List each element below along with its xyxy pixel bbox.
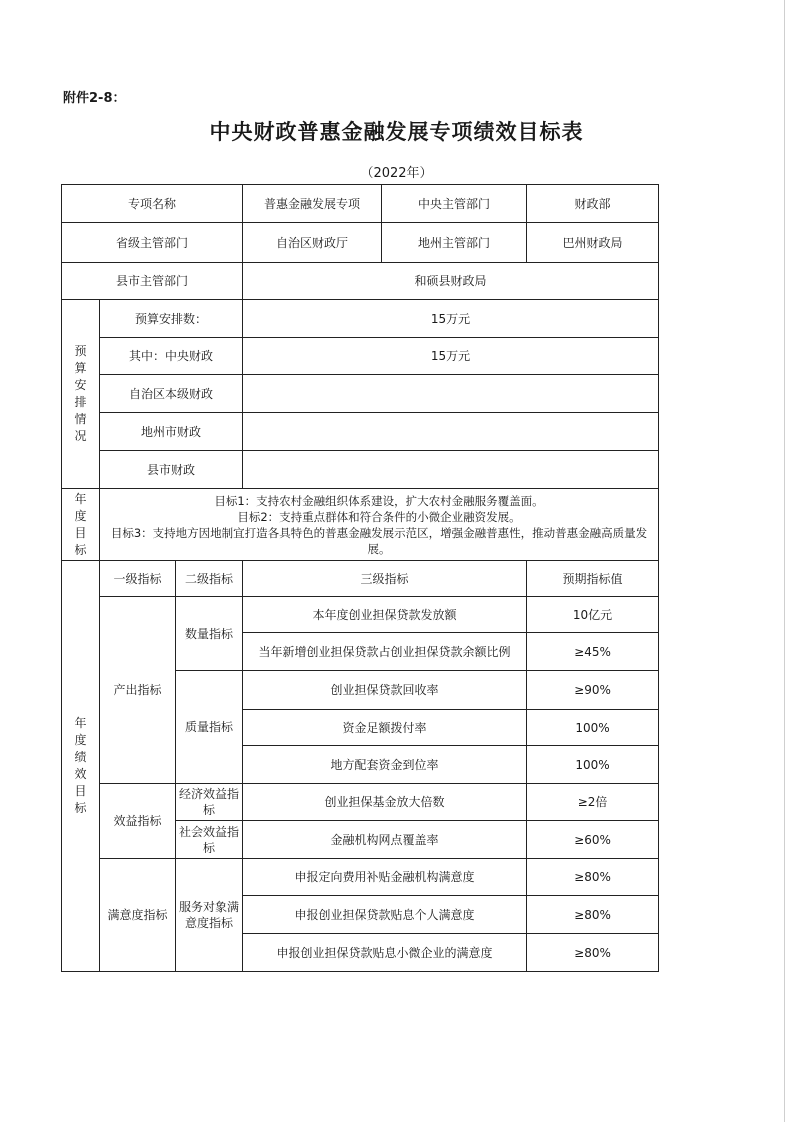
indicator-value: ≥2倍: [527, 784, 659, 821]
budget-total-label: 预算安排数：: [100, 300, 243, 338]
col-level2-header: 二级指标: [176, 561, 243, 597]
budget-row: [62, 413, 659, 451]
indicator-name: 创业担保贷款回收率: [243, 671, 527, 710]
pref-dept-value: 巴州财政局: [527, 223, 659, 263]
budget-section-label: 预算安排情况: [62, 300, 100, 489]
quantity-indicator-label: 数量指标: [176, 597, 243, 671]
attachment-number: 附件2-8：: [63, 91, 126, 106]
indicator-row: [62, 784, 659, 821]
budget-county-value: [243, 451, 659, 489]
indicator-name: 申报创业担保贷款贴息小微企业的满意度: [243, 934, 527, 972]
document-title: 中央财政普惠金融发展专项绩效目标表: [209, 120, 584, 144]
quality-indicator-label: 质量指标: [176, 671, 243, 784]
central-dept-label: 中央主管部门: [382, 185, 527, 223]
budget-region-value: [243, 375, 659, 413]
col-level3-header: 三级指标: [243, 561, 527, 597]
special-name-value: 普惠金融发展专项: [243, 185, 382, 223]
indicator-value: ≥90%: [527, 671, 659, 710]
indicator-name: 本年度创业担保贷款发放额: [243, 597, 527, 633]
performance-target-table: [61, 184, 659, 972]
indicator-name: 申报定向费用补贴金融机构满意度: [243, 859, 527, 896]
indicator-value: ≥80%: [527, 859, 659, 896]
indicator-value: ≥80%: [527, 896, 659, 934]
budget-row: [62, 451, 659, 489]
budget-total-value: 15万元: [243, 300, 659, 338]
prov-dept-label: 省级主管部门: [62, 223, 243, 263]
special-name-label: 专项名称: [62, 185, 243, 223]
budget-county-label: 县市财政: [100, 451, 243, 489]
indicator-value: 10亿元: [527, 597, 659, 633]
annual-goal-line: 目标1：支持农村金融组织体系建设，扩大农村金融服务覆盖面。: [214, 493, 544, 508]
annual-goal-line: 目标2：支持重点群体和符合条件的小微企业融资发展。: [237, 509, 521, 524]
budget-central-value: 15万元: [243, 338, 659, 375]
info-row: [62, 223, 659, 263]
county-dept-label: 县市主管部门: [62, 263, 243, 300]
budget-pref-value: [243, 413, 659, 451]
satisfaction-indicator-label: 满意度指标: [100, 859, 176, 972]
pref-dept-label: 地州主管部门: [382, 223, 527, 263]
indicator-row: [62, 859, 659, 896]
budget-row: [62, 338, 659, 375]
county-dept-value: 和硕县财政局: [243, 263, 659, 300]
budget-central-label: 其中：中央财政: [100, 338, 243, 375]
budget-row: [62, 375, 659, 413]
output-indicator-label: 产出指标: [100, 597, 176, 784]
indicator-name: 创业担保基金放大倍数: [243, 784, 527, 821]
indicator-name: 当年新增创业担保贷款占创业担保贷款余额比例: [243, 633, 527, 671]
performance-header-row: [62, 561, 659, 597]
indicator-value: ≥45%: [527, 633, 659, 671]
indicator-value: 100%: [527, 746, 659, 784]
indicator-name: 资金足额拨付率: [243, 710, 527, 746]
budget-pref-label: 地州市财政: [100, 413, 243, 451]
indicator-name: 申报创业担保贷款贴息个人满意度: [243, 896, 527, 934]
info-row: [62, 263, 659, 300]
prov-dept-value: 自治区财政厅: [243, 223, 382, 263]
indicator-name: 地方配套资金到位率: [243, 746, 527, 784]
document-year: （2022年）: [360, 166, 433, 181]
annual-goal-line: 目标3：支持地方因地制宜打造各具特色的普惠金融发展示范区，增强金融普惠性，推动普惠金融高质量发展。: [110, 525, 648, 556]
budget-region-label: 自治区本级财政: [100, 375, 243, 413]
col-value-header: 预期指标值: [527, 561, 659, 597]
performance-section-label: 年度绩效目标: [62, 561, 100, 972]
indicator-name: 金融机构网点覆盖率: [243, 821, 527, 859]
benefit-indicator-label: 效益指标: [100, 784, 176, 859]
indicator-value: ≥80%: [527, 934, 659, 972]
annual-goal-content: [100, 489, 659, 561]
econ-indicator-label: 经济效益指标: [176, 784, 243, 821]
annual-goal-row: [62, 489, 659, 561]
annual-goal-label: 年度目标: [62, 489, 100, 561]
indicator-value: ≥60%: [527, 821, 659, 859]
budget-row: [62, 300, 659, 338]
indicator-value: 100%: [527, 710, 659, 746]
service-satisfaction-label: 服务对象满意度指标: [176, 859, 243, 972]
col-level1-header: 一级指标: [100, 561, 176, 597]
central-dept-value: 财政部: [527, 185, 659, 223]
social-indicator-label: 社会效益指标: [176, 821, 243, 859]
indicator-row: [62, 597, 659, 633]
info-row: [62, 185, 659, 223]
